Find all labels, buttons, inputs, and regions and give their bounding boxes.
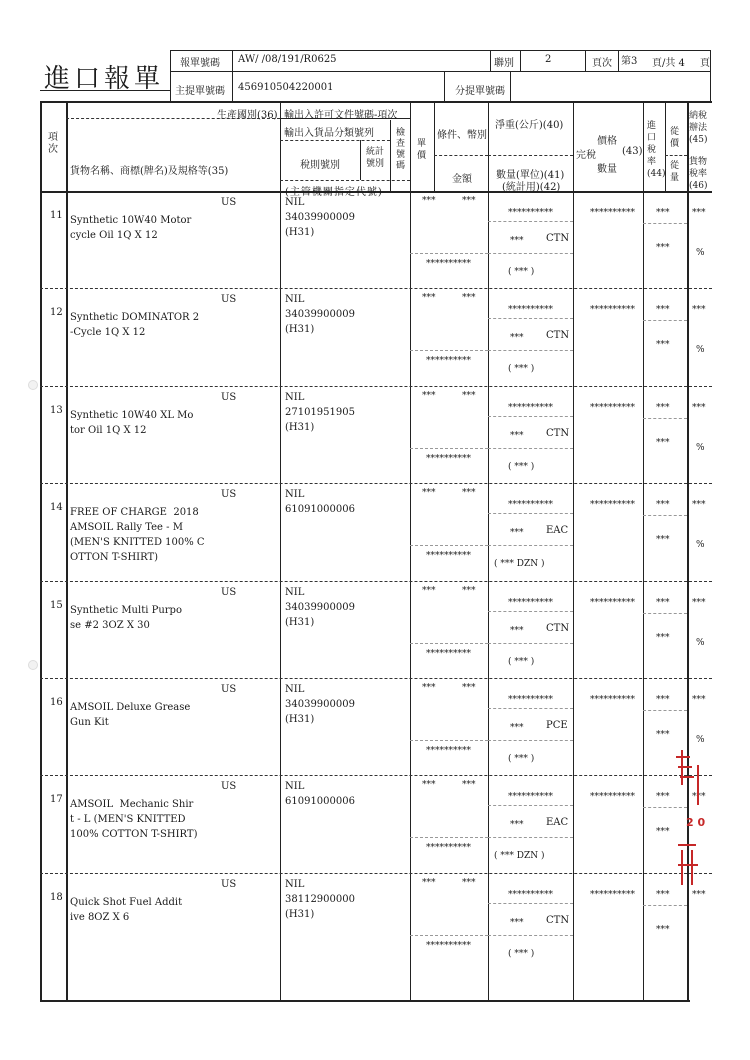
stamp-text: 2 0 bbox=[686, 816, 706, 829]
amount: ********** bbox=[426, 648, 471, 659]
col-specific: 從 量 bbox=[670, 161, 680, 183]
item-description: AMSOIL Deluxe Grease Gun Kit bbox=[70, 702, 191, 728]
col-tariff-no: 稅則號別 bbox=[300, 160, 340, 171]
quantity-unit: CTN bbox=[546, 233, 570, 244]
cell-divider bbox=[410, 545, 488, 546]
tax-method: *** bbox=[692, 597, 706, 608]
stat-quantity: ( *** ) bbox=[508, 656, 535, 667]
terms: *** bbox=[422, 390, 436, 401]
import-permit: NIL bbox=[285, 586, 305, 598]
currency: *** bbox=[462, 196, 476, 206]
decl-no-label: 報單號碼 bbox=[180, 58, 220, 69]
punch-hole bbox=[28, 380, 38, 390]
quantity-unit: EAC bbox=[546, 817, 569, 829]
goods-tax-rate: % bbox=[696, 735, 705, 745]
amount: ********** bbox=[426, 551, 471, 562]
col-stat-code: 統計 號別 bbox=[366, 147, 385, 169]
item-no: 12 bbox=[50, 307, 63, 319]
specific-rate: *** bbox=[656, 924, 670, 935]
net-weight: ********** bbox=[508, 500, 553, 511]
agency-code: (H31) bbox=[285, 714, 315, 725]
row-divider bbox=[40, 288, 712, 289]
cell-divider bbox=[643, 710, 687, 711]
copy-label: 聯別 bbox=[494, 58, 514, 69]
table-left-border bbox=[40, 101, 42, 1001]
tariff-number: 34039900009 bbox=[285, 699, 355, 710]
goods-tax-rate: % bbox=[696, 540, 705, 551]
page-current: 第3 bbox=[621, 56, 638, 67]
cell-divider bbox=[410, 837, 488, 838]
row-divider bbox=[40, 678, 712, 679]
amount: ********** bbox=[426, 259, 471, 269]
row-divider bbox=[40, 581, 712, 582]
import-tax-rate: *** bbox=[656, 597, 670, 608]
cell-divider bbox=[643, 418, 687, 419]
specific-rate: *** bbox=[656, 632, 670, 643]
quantity: *** bbox=[510, 625, 524, 636]
import-tax-rate: *** bbox=[656, 305, 670, 316]
col-duty-code: (43) bbox=[622, 146, 643, 157]
cell-divider bbox=[410, 253, 488, 254]
stat-quantity: ( *** ) bbox=[508, 948, 535, 959]
currency: *** bbox=[462, 585, 476, 596]
currency: *** bbox=[462, 390, 476, 401]
tax-method: *** bbox=[692, 208, 706, 218]
punch-hole bbox=[28, 660, 38, 670]
goods-tax-rate: % bbox=[696, 637, 705, 648]
agency-code: (H31) bbox=[285, 616, 315, 628]
tariff-number: 38112900000 bbox=[285, 893, 355, 905]
duty-price: ********** bbox=[590, 792, 635, 803]
col-agency-code: (主管機關指定代號) bbox=[285, 187, 383, 198]
item-description: Synthetic 10W40 XL Mo tor Oil 1Q X 12 bbox=[70, 409, 194, 436]
specific-rate: *** bbox=[656, 827, 670, 838]
import-tax-rate: *** bbox=[656, 500, 670, 511]
cell-divider bbox=[488, 903, 573, 904]
currency: *** bbox=[462, 877, 476, 888]
item-description: Synthetic Multi Purpo se #2 3OZ X 30 bbox=[70, 604, 182, 631]
col-origin: 生產國別(36) bbox=[217, 110, 278, 121]
page-total: 頁/共 4 bbox=[652, 58, 685, 69]
item-description: Synthetic 10W40 Motor cycle Oil 1Q X 12 bbox=[70, 215, 192, 241]
col-duty-basis: 完稅 bbox=[576, 150, 596, 161]
currency: *** bbox=[462, 293, 476, 304]
origin-country: US bbox=[221, 878, 237, 890]
duty-price: ********** bbox=[590, 500, 635, 511]
duty-price: ********** bbox=[590, 889, 635, 900]
quantity-unit: CTN bbox=[546, 914, 570, 926]
origin-country: US bbox=[221, 391, 237, 403]
quantity-unit: EAC bbox=[546, 525, 569, 537]
house-bl-label: 分提單號碼 bbox=[455, 86, 505, 97]
origin-country: US bbox=[221, 781, 237, 793]
cell-divider bbox=[488, 935, 573, 936]
page-suffix: 頁 bbox=[700, 58, 710, 69]
specific-rate: *** bbox=[656, 535, 670, 546]
terms: *** bbox=[422, 196, 436, 206]
master-bl: 456910504220001 bbox=[238, 82, 334, 93]
row-divider bbox=[40, 386, 712, 387]
cell-divider bbox=[488, 448, 573, 449]
cell-divider bbox=[643, 223, 687, 224]
cell-divider bbox=[488, 513, 573, 514]
tax-method: *** bbox=[692, 500, 706, 511]
cell-divider bbox=[488, 708, 573, 709]
quantity: *** bbox=[510, 236, 524, 246]
specific-rate: *** bbox=[656, 340, 670, 351]
goods-tax-rate: % bbox=[696, 345, 705, 356]
col-quantity: 數量(單位)(41) bbox=[496, 170, 565, 181]
goods-tax-rate: % bbox=[696, 248, 705, 258]
import-tax-rate: *** bbox=[656, 792, 670, 803]
cell-divider bbox=[488, 545, 573, 546]
agency-code: (H31) bbox=[285, 908, 315, 920]
terms: *** bbox=[422, 585, 436, 596]
row-divider bbox=[40, 775, 712, 776]
net-weight: ********** bbox=[508, 305, 553, 316]
stat-quantity: ( *** ) bbox=[508, 267, 535, 277]
import-permit: NIL bbox=[285, 294, 305, 306]
cell-divider bbox=[488, 253, 573, 254]
quantity-unit: PCE bbox=[546, 720, 568, 731]
net-weight: ********** bbox=[508, 597, 553, 608]
import-tax-rate: *** bbox=[656, 208, 670, 218]
tariff-number: 34039900009 bbox=[285, 212, 355, 223]
row-divider bbox=[40, 873, 712, 874]
item-description: Synthetic DOMINATOR 2 -Cycle 1Q X 12 bbox=[70, 312, 200, 339]
specific-rate: *** bbox=[656, 437, 670, 448]
currency: *** bbox=[462, 780, 476, 791]
agency-code: (H31) bbox=[285, 324, 315, 336]
currency: *** bbox=[462, 683, 476, 693]
item-no: 14 bbox=[50, 502, 63, 514]
cell-divider bbox=[643, 905, 687, 906]
origin-country: US bbox=[221, 684, 237, 695]
item-description: Quick Shot Fuel Addit ive 8OZ X 6 bbox=[70, 896, 183, 923]
item-no: 13 bbox=[50, 404, 63, 416]
item-description: AMSOIL Mechanic Shir t - L (MEN'S KNITTED 100% COTTON T-SHIRT) bbox=[70, 799, 198, 841]
tariff-number: 27101951905 bbox=[285, 406, 355, 418]
quantity-unit: CTN bbox=[546, 427, 570, 439]
stat-quantity: ( *** DZN ) bbox=[494, 851, 545, 862]
import-tax-rate: *** bbox=[656, 695, 670, 705]
tariff-number: 61091000006 bbox=[285, 796, 355, 808]
duty-price: ********** bbox=[590, 695, 635, 705]
agency-code: (H31) bbox=[285, 227, 315, 238]
tariff-number: 34039900009 bbox=[285, 601, 355, 613]
cell-divider bbox=[410, 643, 488, 644]
amount: ********** bbox=[426, 746, 471, 756]
amount: ********** bbox=[426, 356, 471, 367]
item-no: 18 bbox=[50, 891, 63, 903]
col-import-permit: 輸出入許可文件號碼-項次 bbox=[284, 110, 398, 121]
quantity: *** bbox=[510, 917, 524, 928]
amount: ********** bbox=[426, 940, 471, 951]
col-item-no: 項 次 bbox=[48, 132, 58, 155]
duty-price: ********** bbox=[590, 208, 635, 218]
quantity: *** bbox=[510, 723, 524, 733]
terms: *** bbox=[422, 877, 436, 888]
origin-country: US bbox=[221, 294, 237, 306]
master-bl-label: 主提單號碼 bbox=[175, 86, 225, 97]
col-import-tax: 進 口 稅 率 (44) bbox=[647, 121, 666, 179]
net-weight: ********** bbox=[508, 695, 553, 705]
col-ad-valorem: 從 價 bbox=[670, 127, 680, 149]
duty-price: ********** bbox=[590, 402, 635, 413]
stat-quantity: ( *** ) bbox=[508, 364, 535, 375]
specific-rate: *** bbox=[656, 243, 670, 253]
item-description: FREE OF CHARGE 2018 AMSOIL Rally Tee - M (MEN'S KNITTED 100% C OTTON T-SHIRT) bbox=[70, 507, 205, 564]
quantity-unit: CTN bbox=[546, 622, 570, 634]
import-permit: NIL bbox=[285, 781, 305, 793]
tariff-number: 34039900009 bbox=[285, 309, 355, 321]
row-divider bbox=[40, 483, 712, 484]
col-net-weight: 淨重(公斤)(40) bbox=[495, 120, 564, 131]
col-duty-qty: 數量 bbox=[597, 164, 617, 175]
terms: *** bbox=[422, 488, 436, 499]
currency: *** bbox=[462, 488, 476, 499]
cell-divider bbox=[488, 318, 573, 319]
import-permit: NIL bbox=[285, 197, 305, 208]
cell-divider bbox=[488, 740, 573, 741]
specific-rate: *** bbox=[656, 730, 670, 740]
tax-method: *** bbox=[692, 402, 706, 413]
cell-divider bbox=[488, 221, 573, 222]
import-permit: NIL bbox=[285, 391, 305, 403]
cell-divider bbox=[488, 643, 573, 644]
terms: *** bbox=[422, 683, 436, 693]
col-inspection: 檢 查 號 碼 bbox=[396, 128, 406, 171]
origin-country: US bbox=[221, 489, 237, 501]
item-no: 16 bbox=[50, 697, 63, 708]
stat-quantity: ( *** ) bbox=[508, 461, 535, 472]
decl-no: AW/ /08/191/R0625 bbox=[238, 54, 337, 65]
duty-price: ********** bbox=[590, 597, 635, 608]
quantity-unit: CTN bbox=[546, 330, 570, 342]
quantity: *** bbox=[510, 820, 524, 831]
net-weight: ********** bbox=[508, 889, 553, 900]
item-no: 15 bbox=[50, 599, 63, 611]
cell-divider bbox=[488, 350, 573, 351]
copy-value: 2 bbox=[545, 54, 552, 65]
cell-divider bbox=[643, 515, 687, 516]
quantity: *** bbox=[510, 333, 524, 344]
cell-divider bbox=[643, 613, 687, 614]
tax-method: *** bbox=[692, 305, 706, 316]
cell-divider bbox=[488, 416, 573, 417]
tariff-number: 61091000006 bbox=[285, 504, 355, 516]
agency-code: (H31) bbox=[285, 421, 315, 433]
quantity: *** bbox=[510, 430, 524, 441]
cell-divider bbox=[488, 805, 573, 806]
net-weight: ********** bbox=[508, 208, 553, 218]
col-description: 貨物名稱、商標(牌名)及規格等(35) bbox=[70, 166, 229, 177]
terms: *** bbox=[422, 780, 436, 791]
tax-method: *** bbox=[692, 695, 706, 705]
col-stat-qty: (統計用)(42) bbox=[502, 182, 561, 193]
col-amount: 金額 bbox=[452, 174, 472, 185]
stat-quantity: ( *** DZN ) bbox=[494, 559, 545, 570]
cell-divider bbox=[488, 611, 573, 612]
import-tax-rate: *** bbox=[656, 402, 670, 413]
cell-divider bbox=[410, 350, 488, 351]
form-title: 進口報單 bbox=[44, 64, 165, 94]
cell-divider bbox=[410, 740, 488, 741]
col-unit-price: 單 價 bbox=[417, 139, 427, 161]
page-label: 頁次 bbox=[592, 58, 612, 69]
cell-divider bbox=[410, 448, 488, 449]
net-weight: ********** bbox=[508, 792, 553, 803]
import-permit: NIL bbox=[285, 489, 305, 501]
origin-country: US bbox=[221, 197, 237, 208]
import-permit: NIL bbox=[285, 878, 305, 890]
import-permit: NIL bbox=[285, 684, 305, 695]
cell-divider bbox=[410, 935, 488, 936]
cell-divider bbox=[488, 837, 573, 838]
amount: ********** bbox=[426, 843, 471, 854]
terms: *** bbox=[422, 293, 436, 304]
item-no: 17 bbox=[50, 794, 63, 806]
item-no: 11 bbox=[50, 210, 63, 221]
duty-price: ********** bbox=[590, 305, 635, 316]
col-goods-tax: 貨物 稅率 (46) bbox=[689, 157, 708, 191]
goods-tax-rate: % bbox=[696, 442, 705, 453]
tax-method: *** bbox=[692, 792, 706, 803]
quantity: *** bbox=[510, 528, 524, 539]
col-terms: 條件、幣別 bbox=[437, 130, 487, 141]
cell-divider bbox=[643, 320, 687, 321]
col-tax-method: 納稅 辦法 (45) bbox=[689, 111, 708, 145]
stat-quantity: ( *** ) bbox=[508, 754, 535, 764]
import-tax-rate: *** bbox=[656, 889, 670, 900]
origin-country: US bbox=[221, 586, 237, 598]
col-price: 價格 bbox=[597, 136, 617, 147]
amount: ********** bbox=[426, 453, 471, 464]
col-ccc-code: 輸出入貨品分類號列 bbox=[284, 128, 374, 139]
net-weight: ********** bbox=[508, 402, 553, 413]
tax-method: *** bbox=[692, 889, 706, 900]
